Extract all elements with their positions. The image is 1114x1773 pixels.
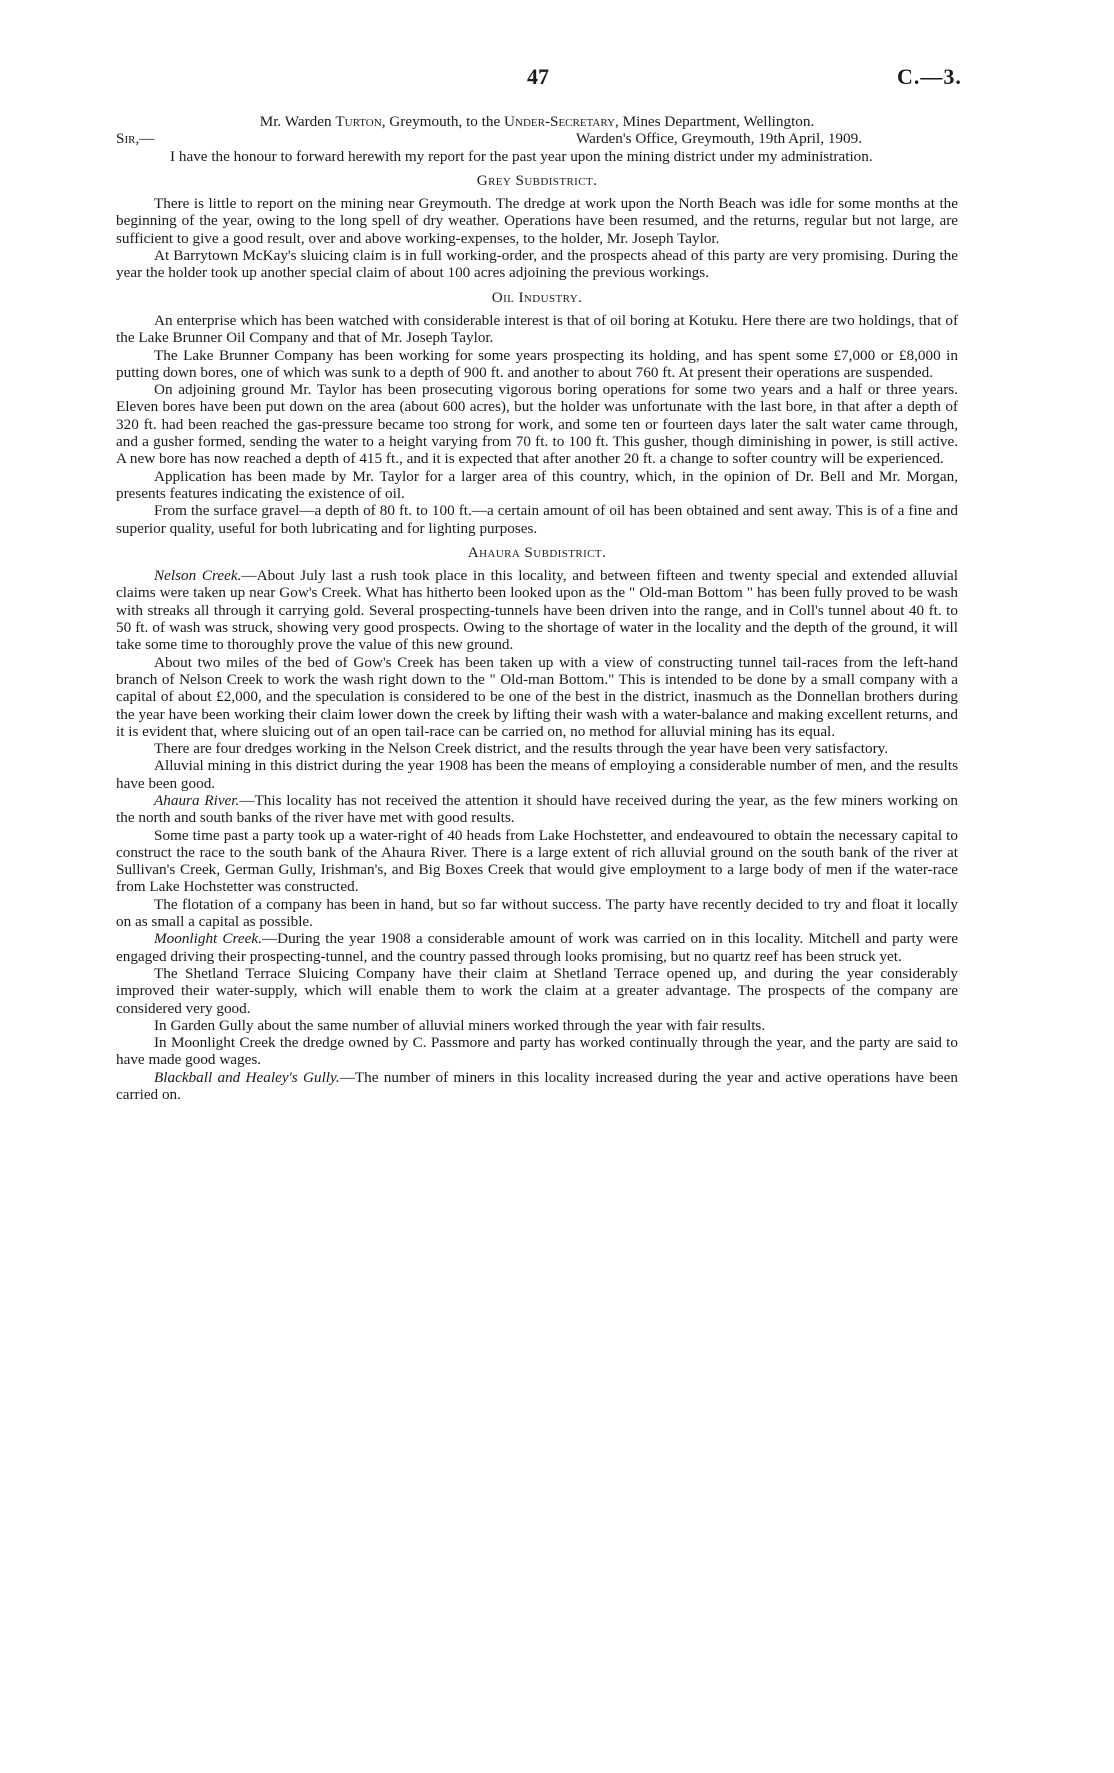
salutation-line	[116, 130, 958, 147]
recipient-title: Under-Secretary	[504, 113, 616, 130]
paragraph: There are four dredges working in the Nelson Creek district, and the results through the year have been very satisfactory.	[154, 740, 889, 758]
paragraph: Some time past a party took up a water-right of 40 heads from Lake Hochstetter, and endeavoured to obtain the necessary capital to construct the race to the south bank of the Ahaura River. There is a large extent of rich alluvial ground on the south bank of the river at Sullivan's Creek, German Gully, Irishman's, and Big Boxes Creek that would give employment to a large body of men if the water-race from Lake Hochstetter was constructed.	[116, 826, 958, 896]
paragraph: Application has been made by Mr. Taylor for a larger area of this country, which, in the opinion of Dr. Bell and Mr. Morgan, presents features indicating the existence of oil.	[116, 467, 958, 502]
intro-paragraph: I have the honour to forward herewith my report for the past year upon the mining district under my administration.	[170, 147, 873, 165]
paragraph: On adjoining ground Mr. Taylor has been prosecuting vigorous boring operations for some two years and a half or three years. Eleven bores have been put down on the area (about 600 acres), but the holder was unfortunate with the last bore, in that after a depth of 320 ft. had been reached the gas-pressure became too strong for work, and some ten or fourteen days later the salt water came through, and a gusher formed, sending the water to a height varying from 70 ft. to 100 ft. This gusher, though diminishing in power, is still active. A new bore has now reached a depth of 415 ft., and it is expected that after another 20 ft. a change to softer country will be experienced.	[116, 381, 958, 468]
paragraph-ahaura-river: Ahaura River.—This locality has not received the attention it should have received during the year, as the few miners working on the north and south banks of the river have met with good results.	[116, 791, 958, 827]
locality-heading-ahaura-river: Ahaura River.	[154, 791, 240, 809]
paragraph: From the surface gravel—a depth of 80 ft. to 100 ft.—a certain amount of oil has been obtained and sent away. This is of a fine and superior quality, useful for both lubricating and for lighting purposes.	[116, 502, 958, 537]
paragraph: There is little to report on the mining near Greymouth. The dredge at work upon the North Beach was idle for some months at the beginning of the year, owing to the long spell of dry weather. Operations have been resumed, and the returns, regular but not large, are sufficient to give a good result, over and above working-expenses, to the holder, Mr. Joseph Taylor.	[116, 195, 958, 247]
page-number: 47	[527, 64, 549, 89]
paragraph: In Moonlight Creek the dredge owned by C. Passmore and party has worked continually through the year, and the party are said to have made good wages.	[116, 1034, 958, 1069]
paragraph-blackball: Blackball and Healey's Gully.—The number of miners in this locality increased during the year and active operations have been carried on.	[116, 1068, 959, 1104]
paragraph: Alluvial mining in this district during the year 1908 has been the means of employing a considerable number of men, and the results have been good.	[116, 757, 958, 792]
section-heading-grey: Grey Subdistrict.	[476, 171, 598, 189]
paragraph: In Garden Gully about the same number of alluvial miners worked through the year with fair results.	[154, 1016, 766, 1034]
salutation-sir: Sir,—	[116, 130, 155, 148]
locality-heading-nelson-creek: Nelson Creek.	[154, 567, 242, 585]
section-heading-oil: Oil Industry.	[491, 288, 583, 306]
paragraph: The flotation of a company has been in hand, but so far without success. The party have recently decided to try and float it locally on as small a capital as possible.	[116, 895, 958, 931]
paragraph: The Shetland Terrace Sluicing Company have their claim at Shetland Terrace opened up, and during the year considerably improved their water-supply, which will enable them to work the claim at a greater advantage. The prospects of the company are considered very good.	[116, 964, 958, 1017]
office-date: Warden's Office, Greymouth, 19th April, 1909.	[576, 130, 862, 148]
paragraph: About two miles of the bed of Gow's Creek has been taken up with a view of constructing tunnel tail-races from the left-hand branch of Nelson Creek to work the wash right down to the " Old-man Bottom." This is intended to be done by a small company with a capital of about £2,000, and the speculation is considered to be one of the best in the district, inasmuch as the Donnellan brothers during the year have been working their claim lower down the creek by lifting their wash with a water-balance and making excellent returns, and it is evident that, where sluicing out of an open tail-race can be carried on, no method for alluvial mining has its equal.	[116, 653, 958, 740]
paragraph: At Barrytown McKay's sluicing claim is in full working-order, and the prospects ahead of this party are very promising. During the year the holder took up another special claim of about 100 acres adjoining the previous workings.	[116, 247, 958, 282]
section-heading-ahaura: Ahaura Subdistrict.	[467, 543, 607, 561]
locality-heading-moonlight-creek: Moonlight Creek.	[154, 930, 262, 948]
paragraph-nelson-creek: Nelson Creek.—About July last a rush took place in this locality, and between fifteen and twenty special and extended alluvial claims were taken up near Gow's Creek. What has hitherto been looked upon as the " Old-man Bottom " has been fully proved to be wash with streaks all through it carrying gold. Several prospecting-tunnels have been driven into the range, and in Coll's tunnel about 40 ft. to 50 ft. of wash was struck, showing very good prospects. Owing to the shortage of water in the locality and the depth of the ground, it will take some time to thoroughly prove the value of this new ground.	[116, 567, 958, 654]
paragraph: An enterprise which has been watched with considerable interest is that of oil boring at Kotuku. Here there are two holdings, that of the Lake Brunner Oil Company and that of Mr. Joseph Taylor.	[116, 311, 958, 347]
paragraph-moonlight-creek: Moonlight Creek.—During the year 1908 a considerable amount of work was carried on in this locality. Mitchell and party were engaged driving their prospecting-tunnel, and the country passed through looks promising, but no quartz reef has been struck yet.	[116, 930, 959, 965]
address-line: Mr. Warden Turton, Greymouth, to the Under-Secretary, Mines Department, Wellington.	[259, 113, 815, 130]
sender-name: Turton	[335, 113, 382, 130]
locality-heading-blackball: Blackball and Healey's Gully.	[154, 1068, 340, 1086]
paragraph: The Lake Brunner Company has been working for some years prospecting its holding, and has spent some £7,000 or £8,000 in putting down bores, one of which was sunk to a depth of 900 ft. and another to about 760 ft. At present their operations are suspended.	[116, 346, 958, 381]
report-body	[116, 113, 958, 1103]
document-code: C.—3.	[897, 64, 962, 89]
